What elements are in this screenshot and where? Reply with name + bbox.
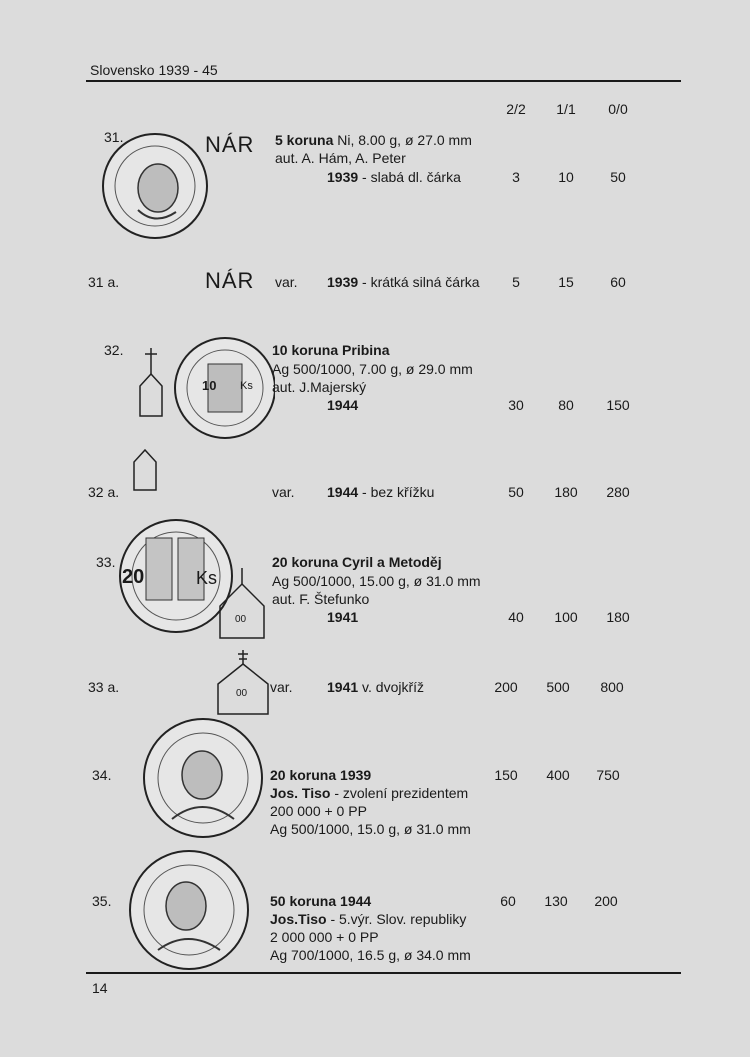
entry-31a-note: - krátká silná čárka [362, 274, 480, 290]
entry-32a-price-1-1: 180 [554, 484, 578, 500]
entry-33-price-2-2: 40 [508, 609, 524, 625]
entry-33-authors: aut. F. Štefunko [272, 591, 370, 607]
entry-32-price-0-0: 150 [606, 397, 630, 413]
entry-32a-number: 32 a. [88, 484, 120, 500]
coin-20-koruna-1939-tiso-image [140, 715, 266, 841]
entry-32a-price-0-0: 280 [606, 484, 630, 500]
entry-31-price-1-1: 10 [558, 169, 574, 185]
church-window-mark: 00 [235, 614, 247, 625]
entry-31-year: 1939 [327, 169, 359, 185]
entry-32-price-1-1: 80 [558, 397, 574, 413]
entry-32a-price-2-2: 50 [508, 484, 524, 500]
entry-32a-year: 1944 [327, 484, 359, 500]
entry-34-subject: Jos. Tiso [270, 785, 331, 801]
entry-35-mintage: 2 000 000 + 0 PP [270, 929, 379, 945]
entry-32-denomination: 10 koruna Pribina [272, 342, 390, 358]
entry-31a-price-1-1: 15 [558, 274, 574, 290]
entry-34-mintage: 200 000 + 0 PP [270, 803, 367, 819]
entry-35-price-2-2: 60 [500, 893, 516, 909]
entry-31-title-line [275, 132, 472, 148]
entry-31-variant-line [327, 169, 461, 185]
entry-33a-var-label: var. [270, 679, 293, 695]
entry-35-subject: Jos.Tiso [270, 911, 327, 927]
church-window-mark-variant: 00 [236, 688, 248, 699]
entry-31a-price-2-2: 5 [512, 274, 520, 290]
entry-31-price-2-2: 3 [512, 169, 520, 185]
coin-10-value-mark: 10 [202, 378, 217, 393]
entry-35-denomination: 50 koruna 1944 [270, 893, 372, 909]
entry-33a-price-0-0: 800 [600, 679, 624, 695]
entry-34-specs: Ag 500/1000, 15.0 g, ø 31.0 mm [270, 821, 471, 837]
entry-33-specs: Ag 500/1000, 15.00 g, ø 31.0 mm [272, 573, 481, 589]
entry-31-authors: aut. A. Hám, A. Peter [275, 150, 406, 166]
entry-35-specs: Ag 700/1000, 16.5 g, ø 34.0 mm [270, 947, 471, 963]
footer-rule [86, 972, 681, 974]
entry-31-price-0-0: 50 [610, 169, 626, 185]
entry-33a-price-1-1: 500 [546, 679, 570, 695]
entry-33a-note: v. dvojkříž [362, 679, 425, 695]
page-header-title: Slovensko 1939 - 45 [90, 62, 218, 78]
entry-33a-variant-line [327, 679, 424, 695]
church-double-cross-image [200, 648, 280, 718]
grade-header-2-2: 2/2 [506, 101, 526, 117]
entry-34-price-1-1: 400 [546, 767, 570, 783]
entry-33-price-1-1: 100 [554, 609, 578, 625]
entry-35-number: 35. [92, 893, 112, 909]
grade-header-1-1: 1/1 [556, 101, 576, 117]
coin-10-ks-mark: Ks [240, 380, 253, 392]
entry-32-specs: Ag 500/1000, 7.00 g, ø 29.0 mm [272, 361, 473, 377]
page-number: 14 [92, 980, 108, 996]
entry-32a-variant-line [327, 484, 434, 500]
entry-31-note: - slabá dl. čárka [362, 169, 461, 185]
entry-32-price-2-2: 30 [508, 397, 524, 413]
entry-35-price-0-0: 200 [594, 893, 618, 909]
coin-50-koruna-1944-tiso-image [124, 848, 254, 972]
grade-header-0-0: 0/0 [608, 101, 628, 117]
entry-32-year: 1944 [327, 397, 359, 413]
coin-nar-mark-variant: NÁR [205, 268, 255, 293]
entry-31-specs: Ni, 8.00 g, ø 27.0 mm [337, 132, 472, 148]
entry-31a-number: 31 a. [88, 274, 120, 290]
entry-33-denomination: 20 koruna Cyril a Metoděj [272, 554, 442, 570]
coin-20-ks-mark: Ks [196, 568, 218, 588]
coin-nar-mark: NÁR [205, 132, 255, 157]
entry-34-price-0-0: 750 [596, 767, 620, 783]
church-without-cross-image [128, 440, 168, 500]
entry-34-price-2-2: 150 [494, 767, 518, 783]
entry-32a-var-label: var. [272, 484, 295, 500]
entry-34-subject-note: - zvolení prezidentem [334, 785, 469, 801]
header-rule [86, 80, 681, 82]
entry-35-price-1-1: 130 [544, 893, 568, 909]
entry-32-number: 32. [104, 342, 124, 358]
entry-33-year: 1941 [327, 609, 359, 625]
entry-31a-variant-line [327, 274, 480, 290]
entry-35-subject-note: - 5.výr. Slov. republiky [330, 911, 467, 927]
coin-20-value-mark: 20 [122, 566, 145, 588]
entry-34-denomination: 20 koruna 1939 [270, 767, 372, 783]
entry-31a-var-label: var. [275, 274, 298, 290]
entry-32-authors: aut. J.Majerský [272, 379, 367, 395]
entry-32a-note: - bez křížku [362, 484, 435, 500]
entry-31-denomination: 5 koruna [275, 132, 334, 148]
entry-33a-price-2-2: 200 [494, 679, 518, 695]
entry-31-number: 31. [104, 129, 124, 145]
entry-33-number: 33. [96, 554, 116, 570]
entry-31a-price-0-0: 60 [610, 274, 626, 290]
entry-34-subject-line [270, 785, 468, 801]
entry-33-price-0-0: 180 [606, 609, 630, 625]
coin-5-koruna-image [100, 130, 210, 242]
entry-35-subject-line [270, 911, 466, 927]
entry-33a-number: 33 a. [88, 679, 120, 695]
entry-34-number: 34. [92, 767, 112, 783]
entry-31a-year: 1939 [327, 274, 359, 290]
entry-33a-year: 1941 [327, 679, 359, 695]
